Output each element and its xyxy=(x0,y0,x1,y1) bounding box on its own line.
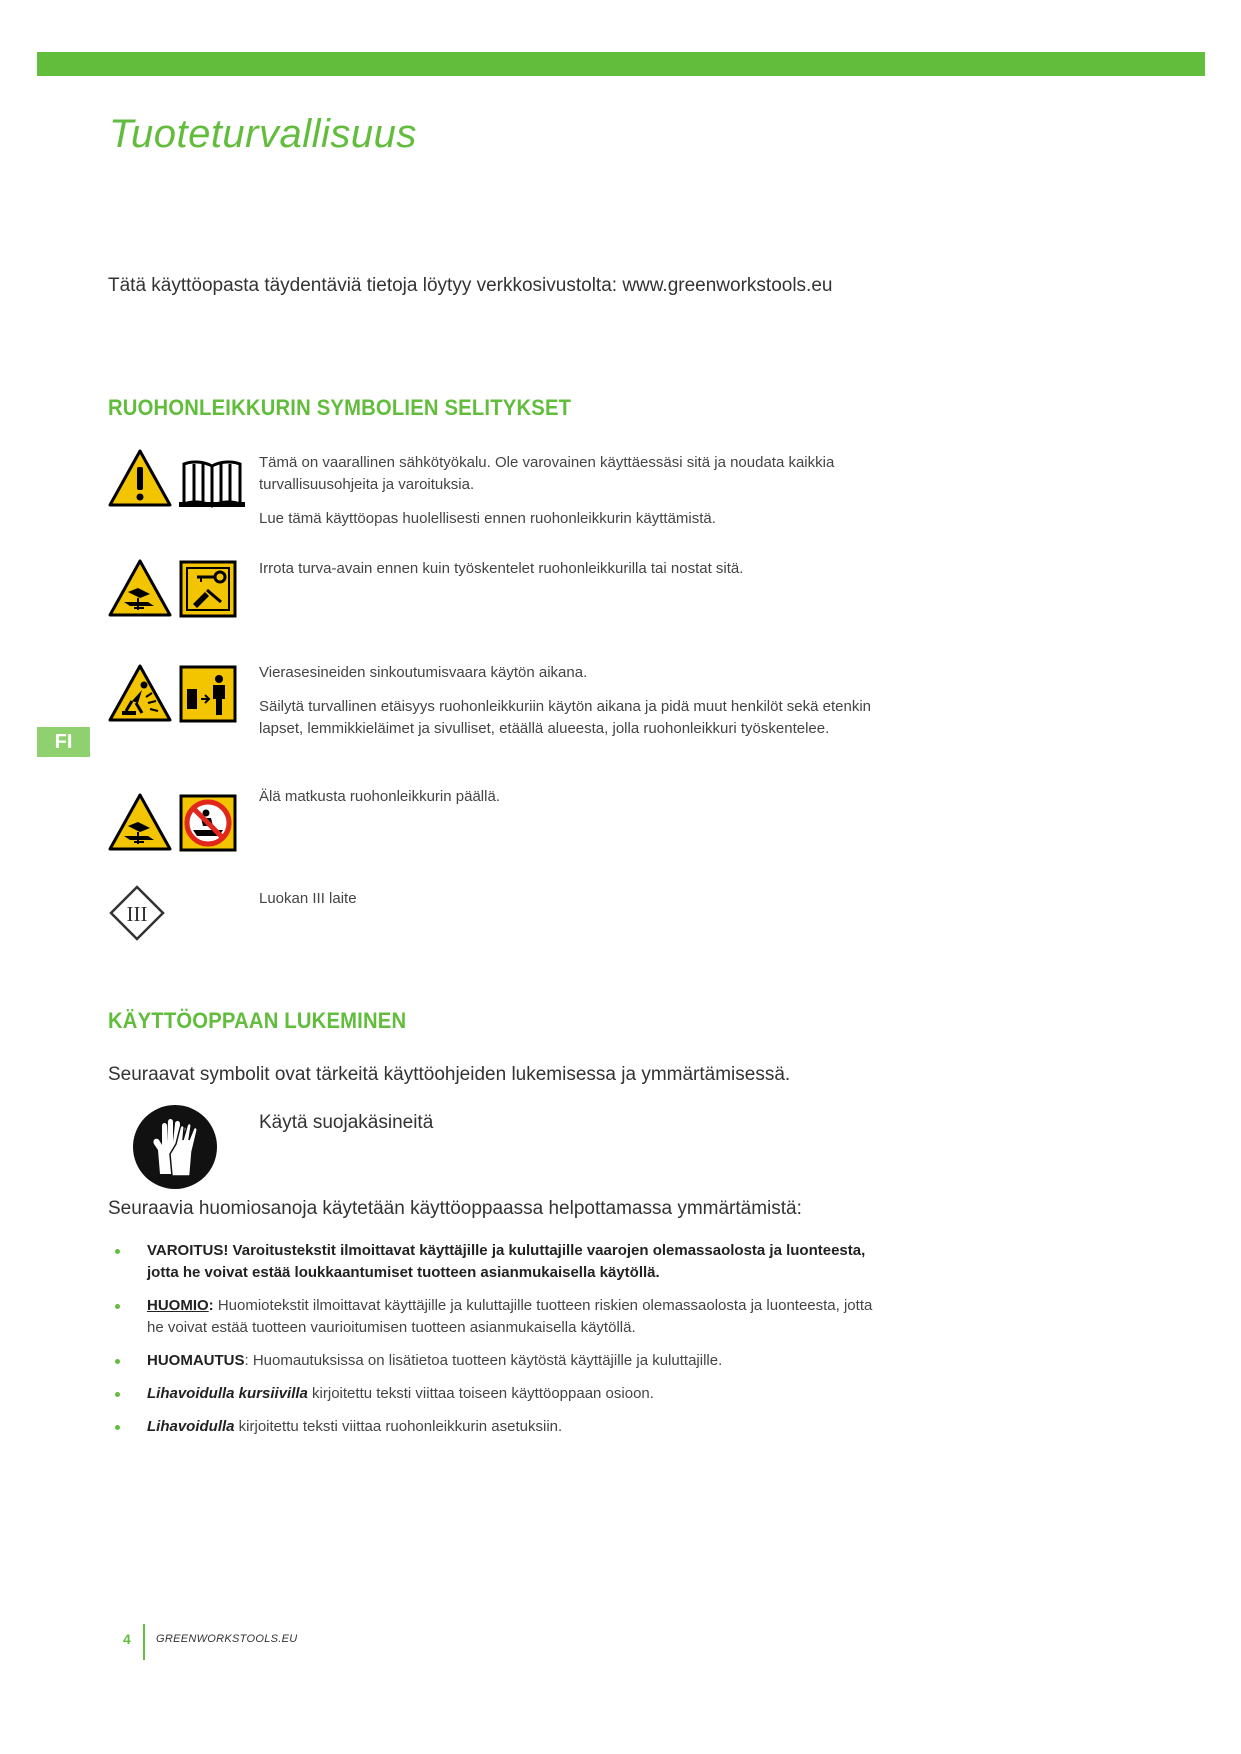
remove-safety-key-icon xyxy=(179,560,237,618)
list-item xyxy=(108,1295,888,1339)
note-label: HUOMAUTUS xyxy=(147,1352,245,1369)
note-text: Varoitustekstit ilmoittavat käyttäjille ja kuluttajille vaarojen olemassaolosta ja luonteesta, jotta he voivat estää loukkaantumiset tuotteen asianmukaisella käytöllä. xyxy=(147,1242,866,1281)
read-manual-book-icon xyxy=(179,458,245,508)
gloves-text: Käytä suojakäsineitä xyxy=(259,1112,434,1133)
thrown-objects-hazard-icon xyxy=(108,663,172,723)
warning-exclamation-icon xyxy=(108,448,172,508)
list-item xyxy=(108,1350,888,1372)
page-number: 4 xyxy=(123,1631,131,1647)
list-item xyxy=(108,1383,888,1405)
protective-gloves-icon xyxy=(132,1104,218,1190)
note-separator: : xyxy=(208,1297,214,1314)
keep-distance-icon xyxy=(179,665,237,723)
intro-text: Tätä käyttöopasta täydentäviä tietoja löytyy verkkosivustolta: www.greenworkstools.eu xyxy=(108,275,833,296)
section-title-manual: KÄYTTÖOPPAAN LUKEMINEN xyxy=(108,1008,407,1033)
symbol-row-3-icons xyxy=(108,663,237,723)
list-item xyxy=(108,1416,888,1438)
symbol-row-2-icons xyxy=(108,558,237,618)
symbol-row-4-icons xyxy=(108,792,237,852)
bullet xyxy=(115,1304,120,1309)
note-label: HUOMIO xyxy=(147,1297,209,1314)
note-text: : Huomautuksissa on lisätietoa tuotteen käytöstä käyttäjille ja kuluttajille. xyxy=(244,1352,723,1369)
manual-intro: Seuraavat symbolit ovat tärkeitä käyttöohjeiden lukemisessa ja ymmärtämisessä. xyxy=(108,1064,791,1085)
note-text: kirjoitettu teksti viittaa ruohonleikkurin asetuksiin. xyxy=(234,1418,563,1435)
bullet xyxy=(115,1425,120,1430)
footer-website: GREENWORKSTOOLS.EU xyxy=(156,1633,298,1645)
notes-list xyxy=(108,1240,888,1449)
bullet xyxy=(115,1249,120,1254)
top-green-bar xyxy=(37,52,1205,76)
bullet xyxy=(115,1392,120,1397)
note-label: Lihavoidulla xyxy=(147,1418,235,1435)
bullet xyxy=(115,1359,120,1364)
no-riding-icon xyxy=(179,794,237,852)
note-label: VAROITUS! xyxy=(147,1242,229,1259)
page-title: Tuoteturvallisuus xyxy=(109,112,417,156)
blade-hazard-icon xyxy=(108,558,172,618)
note-text: kirjoitettu teksti viittaa toiseen käyttöoppaan osioon. xyxy=(307,1385,654,1402)
symbol-row-4-text: Älä matkusta ruohonleikkurin päällä. xyxy=(259,788,500,805)
section-title-symbols: RUOHONLEIKKURIN SYMBOLIEN SELITYKSET xyxy=(108,395,572,420)
symbol-row-2-text: Irrota turva-avain ennen kuin työskentelet ruohonleikkurilla tai nostat sitä. xyxy=(259,560,744,577)
footer-divider xyxy=(143,1624,145,1660)
notes-intro: Seuraavia huomiosanoja käytetään käyttöoppaassa helpottamassa ymmärtämistä: xyxy=(108,1198,802,1219)
class-iii-symbol-text: III xyxy=(126,902,148,926)
symbol-row-1-icons xyxy=(108,448,245,508)
note-text: Huomiotekstit ilmoittavat käyttäjille ja kuluttajille tuotteen riskien olemassaolosta ja luonteesta, jotta he voivat estää tuotteen vaurioitumisen tuotteen asianmukaisella käytöllä. xyxy=(147,1297,873,1336)
symbol-row-1-text-2: Lue tämä käyttöopas huolellisesti ennen ruohonleikkurin käyttämistä. xyxy=(259,510,716,527)
symbol-row-3-text-2: Säilytä turvallinen etäisyys ruohonleikkuriin käytön aikana ja pidä muut henkilöt sekä etenkin lapset, lemmikkieläimet ja sivulliset, etäällä alueesta, jolla ruohonleikkuri työskentelee. xyxy=(259,698,872,737)
blade-hazard-icon xyxy=(108,792,172,852)
symbol-row-1-text-1: Tämä on vaarallinen sähkötyökalu. Ole varovainen käyttäessäsi sitä ja noudata kaikkia turvallisuusohjeita ja varoituksia. xyxy=(259,454,835,493)
symbol-row-5-icons xyxy=(108,884,166,942)
symbol-row-3-text-1: Vierasesineiden sinkoutumisvaara käytön aikana. xyxy=(259,664,588,681)
symbol-row-5-text: Luokan III laite xyxy=(259,890,357,907)
list-item xyxy=(108,1240,888,1284)
class-iii-device-icon xyxy=(108,884,166,942)
note-label: Lihavoidulla kursiivilla xyxy=(147,1385,308,1402)
language-tab: FI xyxy=(37,727,90,757)
